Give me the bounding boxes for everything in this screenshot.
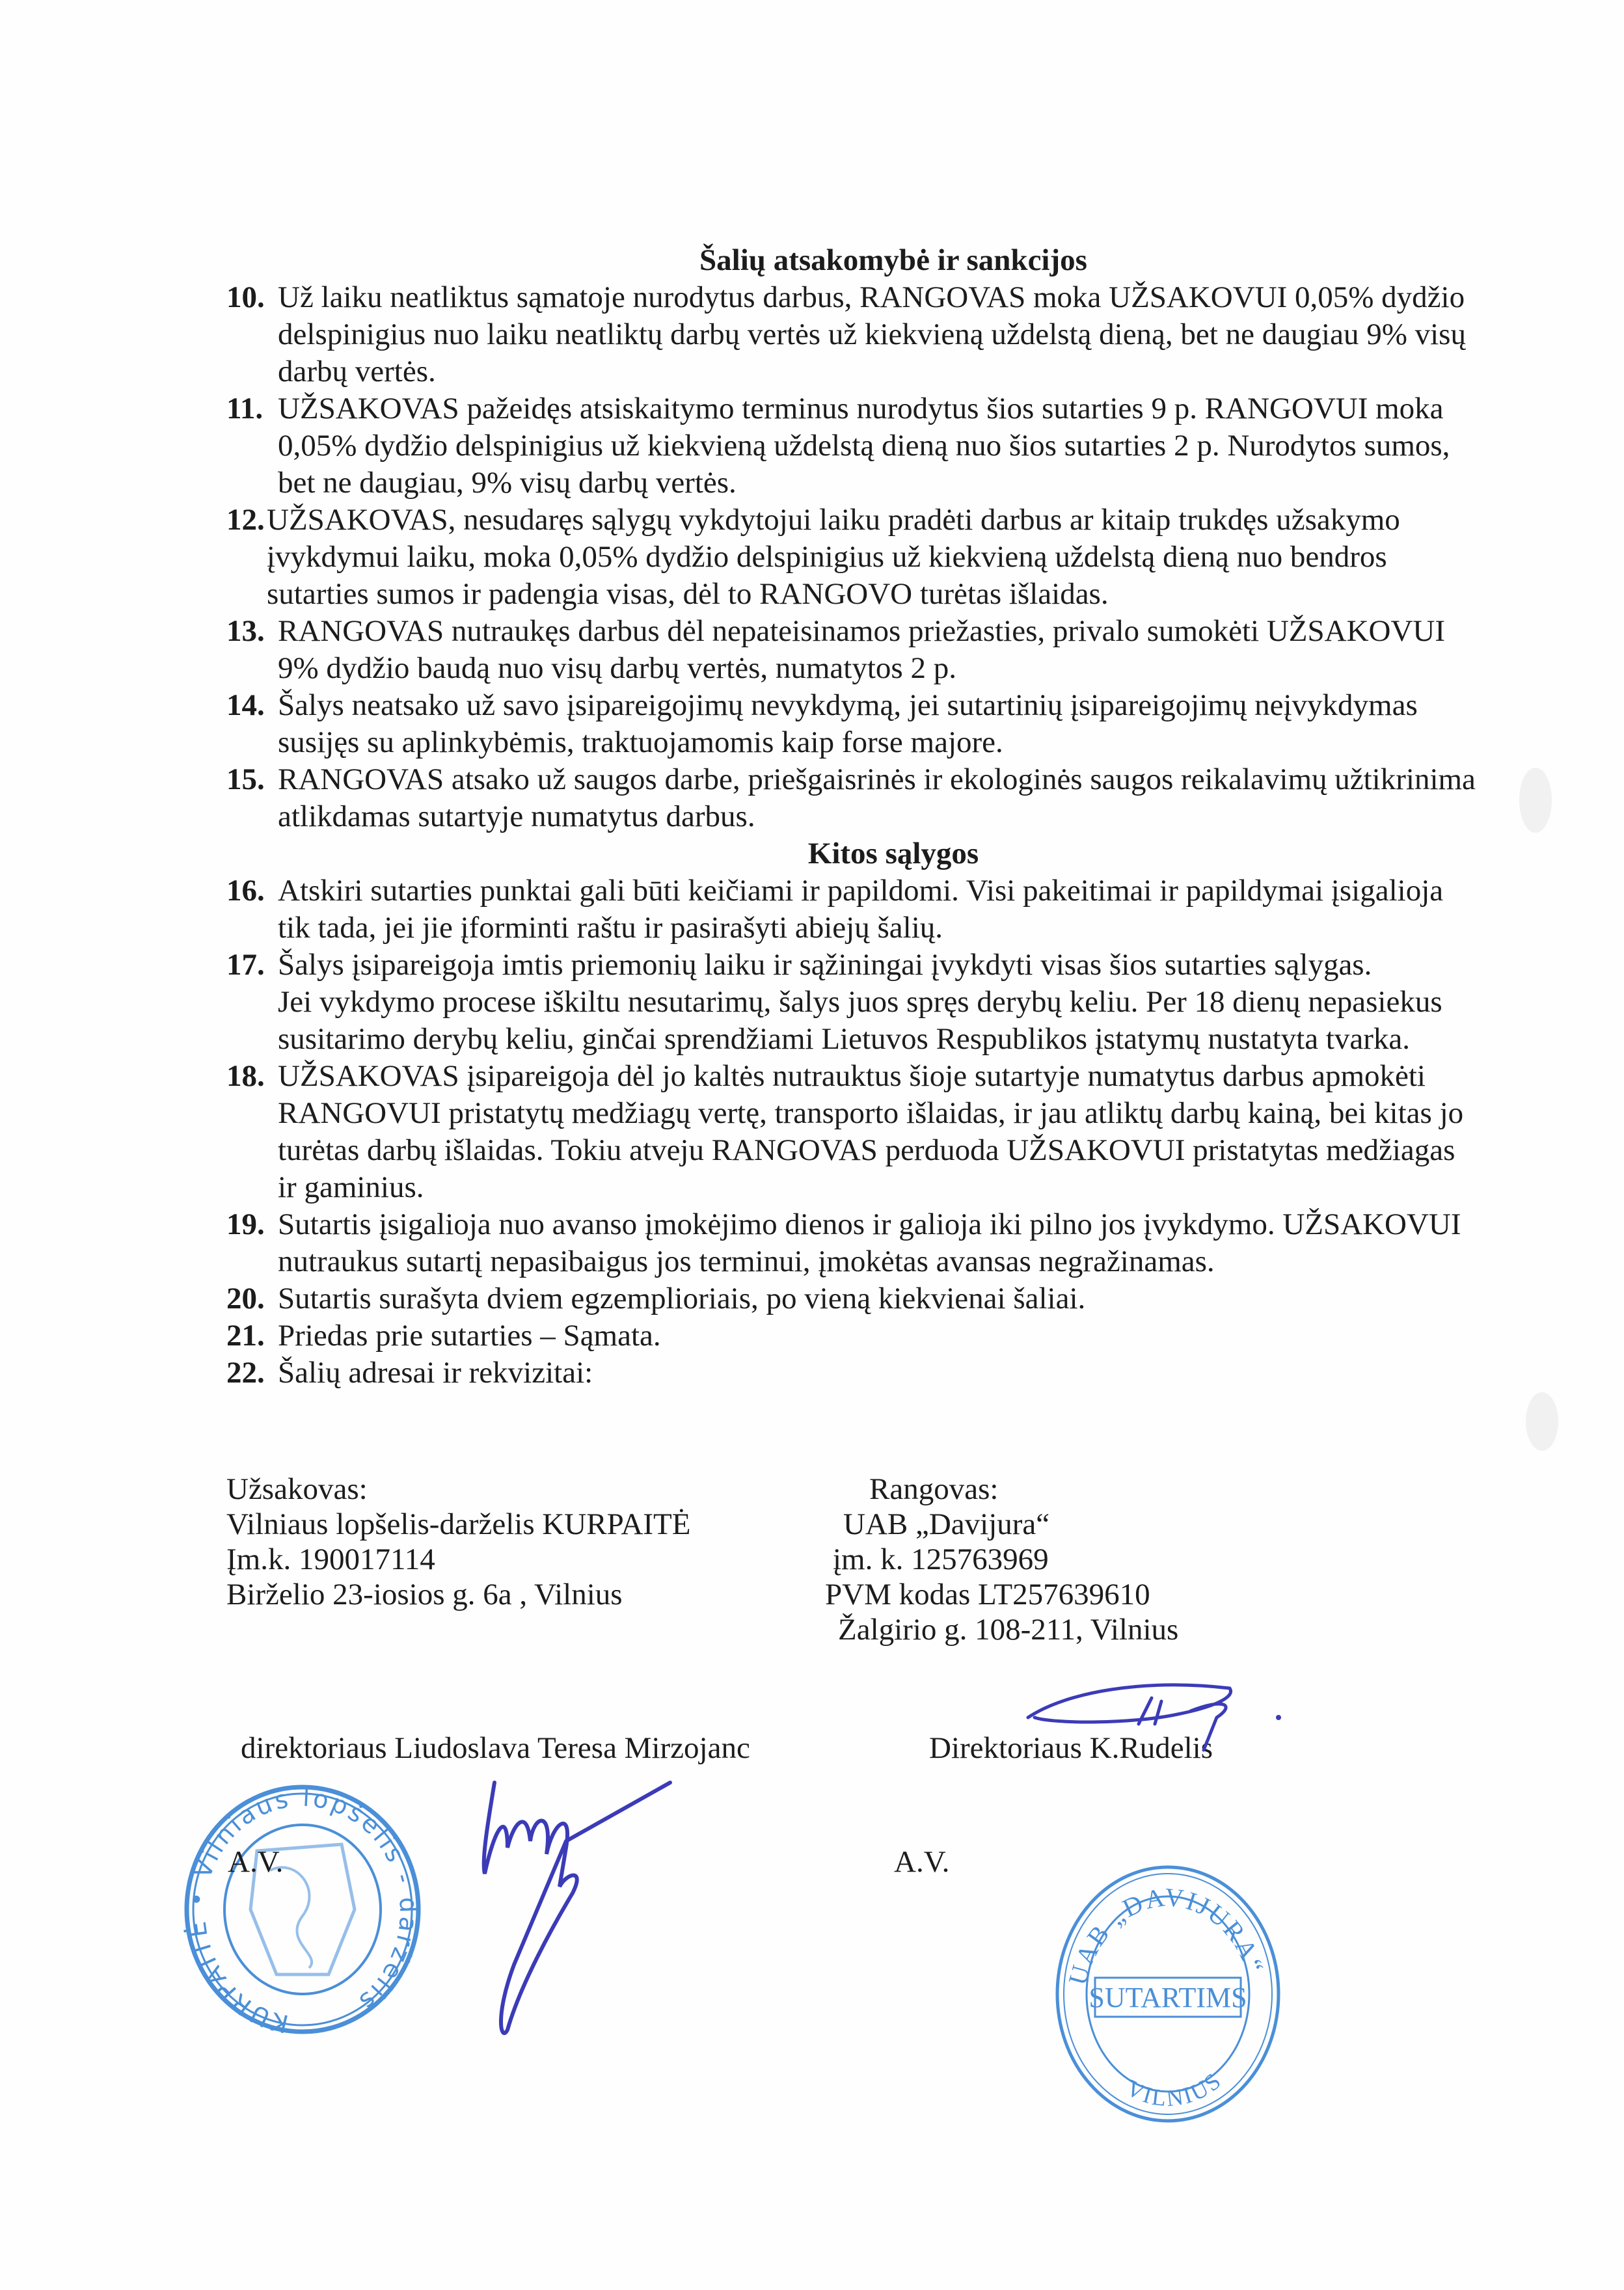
clause-number: 16. (226, 874, 265, 908)
contractor-name: UAB „Davijura“ (843, 1507, 1050, 1541)
clause-text-line: susitarimo derybų keliu, ginčai sprendžiami Lietuvos Respublikos įstatymų nustatyta tvarka. (278, 1022, 1410, 1056)
clause-item (226, 1354, 1560, 1392)
clause-text-line: Priedas prie sutarties – Sąmata. (278, 1319, 661, 1353)
section-heading-liability: Šalių atsakomybė ir sankcijos (699, 243, 1087, 277)
customer-name: Vilniaus lopšelis-darželis KURPAITĖ (226, 1507, 691, 1541)
contractor-code: įm. k. 125763969 (833, 1542, 1049, 1576)
contractor-stamp-center-text: SUTARTIMS (1089, 1982, 1247, 2014)
clause-text-line: bet ne daugiau, 9% visų darbų vertės. (278, 466, 737, 500)
clause-item (226, 1058, 1560, 1206)
clause-text-line: sutarties sumos ir padengia visas, dėl to RANGOVO turėtas išlaidas. (267, 577, 1109, 611)
customer-stamp (179, 1779, 426, 2040)
clause-number: 13. (226, 614, 265, 648)
contractor-stamp-top-text: UAB „DAVIJURA“ (1062, 1882, 1271, 1988)
clause-item (226, 1206, 1560, 1280)
clause-item (226, 1280, 1560, 1317)
clause-number: 14. (226, 688, 265, 722)
clause-item (226, 947, 1560, 1058)
clause-item (226, 687, 1560, 761)
svg-text:KURPAITĖ • Vilniaus lopšelis - (182, 1783, 424, 2038)
clause-text-line: RANGOVAS atsako už saugos darbe, priešgaisrinės ir ekologinės saugos reikalavimų užtikrinima (278, 762, 1476, 796)
clause-text-line: Sutartis įsigalioja nuo avanso įmokėjimo dienos ir galioja iki pilno jos įvykdymo. UŽSAKOVUI (278, 1207, 1461, 1241)
contractor-address: Žalgirio g. 108-211, Vilnius (838, 1613, 1179, 1647)
clause-text-line: Už laiku neatliktus sąmatoje nurodytus darbus, RANGOVAS moka UŽSAKOVUI 0,05% dydžio (278, 280, 1465, 314)
customer-code: Įm.k. 190017114 (226, 1542, 435, 1576)
customer-address: Birželio 23-iosios g. 6a , Vilnius (226, 1578, 623, 1611)
contractor-label: Rangovas: (869, 1472, 999, 1506)
clause-number: 11. (226, 392, 264, 425)
clause-item (226, 1317, 1560, 1354)
clause-text-line: turėtas darbų išlaidas. Tokiu atveju RANGOVAS perduoda UŽSAKOVUI pristatytas medžiagas (278, 1133, 1455, 1167)
clause-number: 10. (226, 280, 265, 314)
customer-seal-label: A.V. (228, 1845, 284, 1879)
clause-text-line: RANGOVUI pristatytų medžiagų vertę, transporto išlaidas, ir jau atliktų darbų kainą, bei kitas jo (278, 1096, 1464, 1130)
contractor-stamp-bottom-text: VILNIUS (1122, 2066, 1227, 2112)
clause-text-line: 9% dydžio baudą nuo visų darbų vertės, numatytos 2 p. (278, 651, 956, 685)
clause-text-line: UŽSAKOVAS įsipareigoja dėl jo kaltės nutrauktus šioje sutartyje numatytus darbus apmokėti (278, 1059, 1426, 1093)
contractor-signatory: Direktoriaus K.Rudelis (929, 1731, 1213, 1765)
customer-label: Užsakovas: (226, 1472, 368, 1506)
clause-text-line: Jei vykdymo procese iškiltu nesutarimų, šalys juos spręs derybų keliu. Per 18 dienų nepasiekus (278, 985, 1442, 1019)
clause-number: 19. (226, 1207, 265, 1241)
contract-clauses (226, 242, 1560, 1392)
clause-number: 20. (226, 1282, 265, 1315)
svg-text:VILNIUS (1122, 2067, 1227, 2112)
contractor-vat: PVM kodas LT257639610 (825, 1578, 1150, 1611)
clause-text-line: Šalių adresai ir rekvizitai: (278, 1356, 593, 1390)
clause-text-line: Šalys įsipareigoja imtis priemonių laiku ir sąžiningai įvykdyti visas šios sutarties sąlygas. (278, 948, 1372, 982)
contractor-details (825, 1472, 1178, 1647)
clause-number: 22. (226, 1356, 265, 1390)
clause-text-line: nutraukus sutartį nepasibaigus jos terminui, įmokėtas avansas negražinamas. (278, 1245, 1215, 1278)
clause-text-line: RANGOVAS nutraukęs darbus dėl nepateisinamos priežasties, privalo sumokėti UŽSAKOVUI (278, 614, 1445, 648)
clause-item (226, 279, 1560, 390)
clause-text-line: atlikdamas sutartyje numatytus darbus. (278, 800, 755, 833)
customer-signatory: direktoriaus Liudoslava Teresa Mirzojanc (241, 1731, 750, 1765)
contractor-stamp (1044, 1861, 1292, 2127)
clause-text-line: Atskiri sutarties punktai gali būti keičiami ir papildomi. Visi pakeitimai ir papildymai įsigalioja (278, 874, 1444, 908)
contractor-signature (1015, 1672, 1288, 1757)
clause-number: 17. (226, 948, 265, 982)
clause-item (226, 872, 1560, 947)
clause-text-line: Sutartis surašyta dviem egzemplioriais, po vieną kiekvienai šaliai. (278, 1282, 1086, 1315)
clause-item (226, 761, 1560, 835)
clause-text-line: darbų vertės. (278, 355, 436, 388)
punch-hole-mark (1526, 1392, 1558, 1451)
clause-number: 12. (226, 503, 265, 537)
clause-text-line: ir gaminius. (278, 1170, 424, 1204)
clause-number: 21. (226, 1319, 265, 1353)
clause-text-line: susijęs su aplinkybėmis, traktuojamomis kaip forse majore. (278, 725, 1003, 759)
clause-number: 18. (226, 1059, 265, 1093)
customer-details (226, 1472, 690, 1612)
clause-text-line: įvykdymui laiku, moka 0,05% dydžio delspinigius už kiekvieną uždelstą dieną nuo bendros (267, 540, 1387, 574)
clause-item (226, 502, 1560, 613)
customer-stamp-text: KURPAITĖ • Vilniaus lopšelis - darželis (182, 1783, 424, 2039)
clause-item (226, 613, 1560, 687)
clause-text-line: UŽSAKOVAS, nesudaręs sąlygų vykdytojui laiku pradėti darbus ar kitaip trukdęs užsakymo (267, 503, 1400, 537)
clause-text-line: UŽSAKOVAS pažeidęs atsiskaitymo terminus nurodytus šios sutarties 9 p. RANGOVUI moka (278, 392, 1444, 425)
customer-signature (468, 1770, 683, 2043)
clause-text-line: Šalys neatsako už savo įsipareigojimų nevykdymą, jei sutartinių įsipareigojimų neįvykdymas (278, 688, 1418, 722)
clause-item (226, 390, 1560, 502)
clause-text-line: 0,05% dydžio delspinigius už kiekvieną uždelstą dieną nuo šios sutarties 2 p. Nurodytos sumos, (278, 429, 1450, 463)
clause-number: 15. (226, 762, 265, 796)
contractor-seal-label: A.V. (894, 1845, 950, 1879)
clause-text-line: tik tada, jei jie įforminti raštu ir pasirašyti abiejų šalių. (278, 911, 943, 945)
section-heading-other-terms: Kitos sąlygos (807, 837, 979, 870)
clause-text-line: delspinigius nuo laiku neatliktų darbų vertės už kiekvieną uždelstą dieną, bet ne daugiau 9% visų (278, 317, 1466, 351)
